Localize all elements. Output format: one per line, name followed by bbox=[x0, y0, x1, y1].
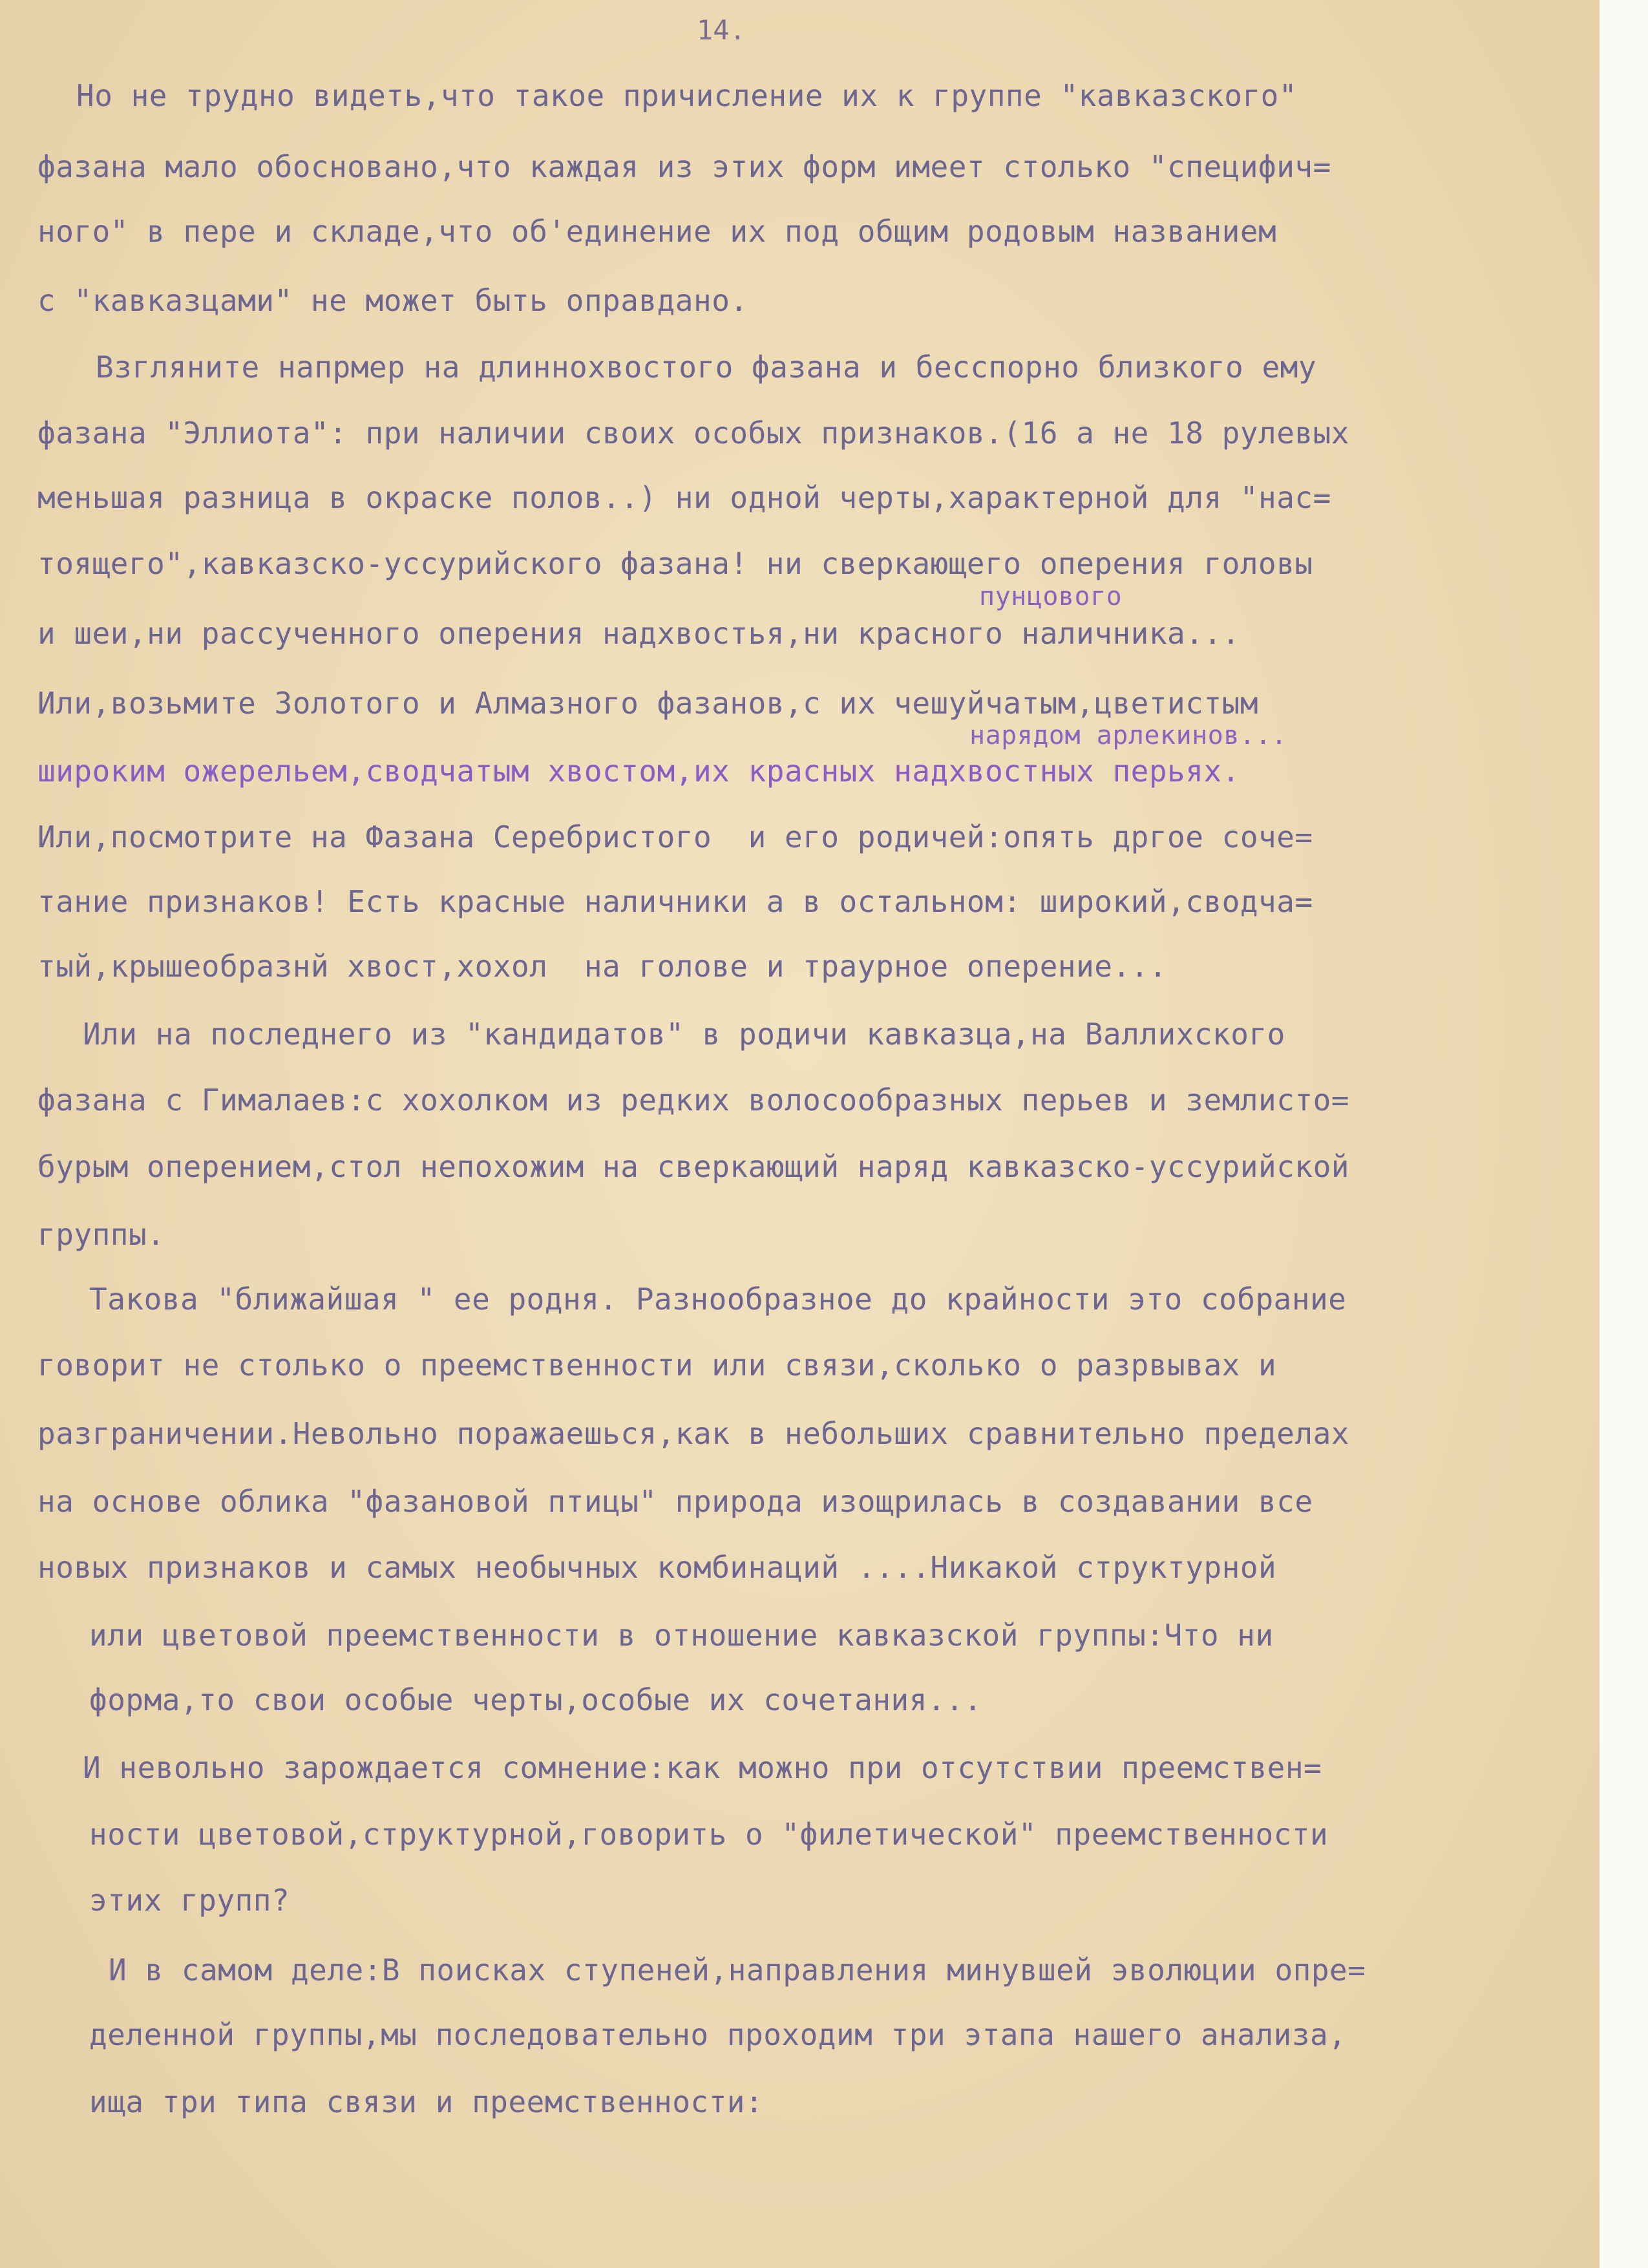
page-number: 14. bbox=[697, 14, 746, 46]
text-line: И в самом деле:В поисках ступеней,направления минувшей эволюции опре= bbox=[109, 1953, 1366, 1987]
text-line: разграничении.Невольно поражаешься,как в небольших сравнительно пределах bbox=[37, 1416, 1349, 1451]
text-line: и шеи,ни рассученного оперения надхвостья,ни красного наличника... bbox=[37, 616, 1240, 651]
insertion-note: пунцового bbox=[979, 582, 1123, 611]
text-line: широким ожерельем,сводчатым хвостом,их красных надхвостных перьях. bbox=[37, 754, 1240, 789]
text-line: Или,возьмите Золотого и Алмазного фазанов,с их чешуйчатым,цветистым bbox=[37, 686, 1259, 721]
text-line: фазана "Эллиота": при наличии своих особых признаков.(16 а не 18 рулевых bbox=[37, 416, 1349, 450]
text-line: тание признаков! Есть красные наличники а в остальном: широкий,сводча= bbox=[37, 884, 1313, 919]
text-line: фазана с Гималаев:с хохолком из редких волосообразных перьев и землисто= bbox=[37, 1083, 1349, 1118]
text-line: ища три типа связи и преемственности: bbox=[89, 2084, 764, 2119]
text-line: форма,то свои особые черты,особые их сочетания... bbox=[89, 1682, 982, 1717]
text-line: говорит не столько о преемственности или связи,сколько о разрвывах и bbox=[37, 1348, 1277, 1383]
text-line: Или,посмотрите на Фазана Серебристого и его родичей:опять дргое соче= bbox=[37, 820, 1313, 854]
text-line: Или на последнего из "кандидатов" в родичи кавказца,на Валлихского bbox=[83, 1017, 1285, 1052]
text-line: бурым оперением,стол непохожим на сверкающий наряд кавказско-уссурийской bbox=[37, 1149, 1349, 1184]
text-line: меньшая разница в окраске полов..) ни одной черты,характерной для "нас= bbox=[37, 480, 1331, 515]
text-line: деленной группы,мы последовательно проходим три этапа нашего анализа, bbox=[89, 2017, 1347, 2052]
text-line: новых признаков и самых необычных комбинаций ....Никакой структурной bbox=[37, 1550, 1277, 1585]
text-line: группы. bbox=[37, 1217, 165, 1252]
text-line: Но не трудно видеть,что такое причисление их к группе "кавказского" bbox=[76, 78, 1298, 113]
text-line: ного" в пере и складе,что об'единение их под общим родовым названием bbox=[37, 214, 1277, 249]
text-line: Взгляните напрмер на длиннохвостого фазана и бесспорно близкого ему bbox=[96, 350, 1317, 385]
text-line: этих групп? bbox=[89, 1883, 290, 1918]
text-line: тый,крышеобразнй хвост,хохол на голове и траурное оперение... bbox=[37, 949, 1168, 984]
text-line: И невольно зарождается сомнение:как можно при отсутствии преемствен= bbox=[83, 1750, 1322, 1785]
text-line: тоящего",кавказско-уссурийского фазана! ни сверкающего оперения головы bbox=[37, 546, 1313, 581]
text-line: ности цветовой,структурной,говорить о "филетической" преемственности bbox=[89, 1817, 1329, 1852]
text-line: на основе облика "фазановой птицы" природа изощрилась в создавании все bbox=[37, 1484, 1313, 1519]
insertion-note: нарядом арлекинов... bbox=[969, 721, 1287, 750]
scan-background bbox=[1600, 0, 1648, 2268]
text-line: или цветовой преемственности в отношение кавказской группы:Что ни bbox=[89, 1618, 1274, 1653]
text-line: фазана мало обосновано,что каждая из этих форм имеет столько "специфич= bbox=[37, 149, 1331, 184]
text-line: Такова "ближайшая " ее родня. Разнообразное до крайности это собрание bbox=[89, 1282, 1347, 1317]
text-line: с "кавказцами" не может быть оправдано. bbox=[37, 283, 748, 318]
